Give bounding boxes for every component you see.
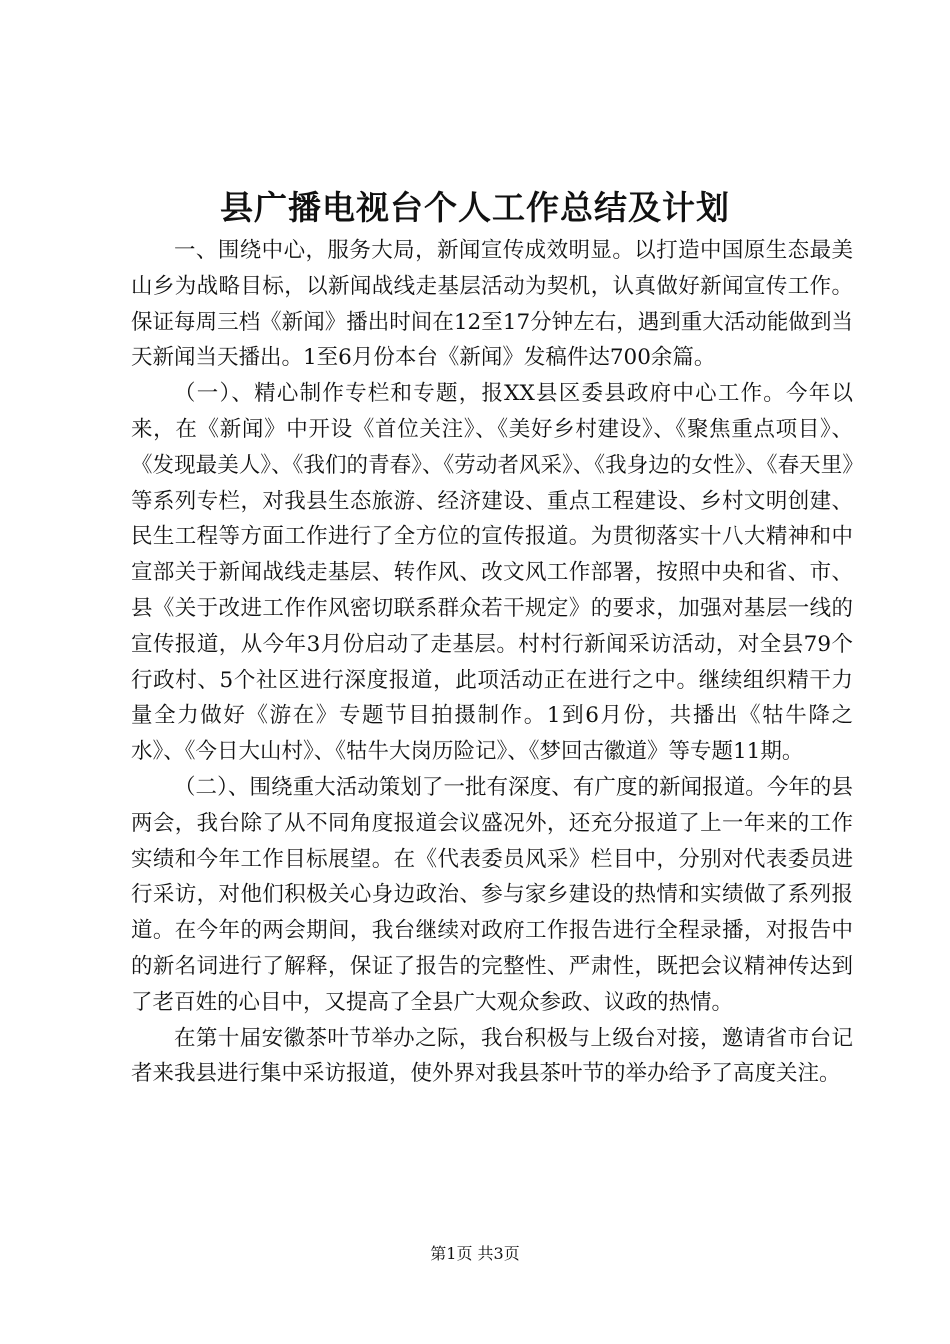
paragraph-3: （二）、围绕重大活动策划了一批有深度、有广度的新闻报道。今年的县两会，我台除了从不同角度报道会议盛况外，还充分报道了上一年来的工作实绩和今年工作目标展望。在《代表委员风采》栏目中，分别对代表委员进行采访，对他们积极关心身边政治、参与家乡建设的热情和实绩做了系列报道。在今年的两会期间，我台继续对政府工作报告进行全程录播，对报告中的新名词进行了解释，保证了报告的完整性、严肃性，既把会议精神传达到了老百姓的心目中，又提高了全县广大观众参政、议政的热情。 bbox=[131, 774, 853, 1015]
document-body bbox=[131, 233, 853, 1092]
paragraph-2: （一）、精心制作专栏和专题，报XX县区委县政府中心工作。今年以来，在《新闻》中开设《首位关注》、《美好乡村建设》、《聚焦重点项目》、《发现最美人》、《我们的青春》、《劳动者风采》、《我身边的女性》、《春天里》等系列专栏，对我县生态旅游、经济建设、重点工程建设、乡村文明创建、民生工程等方面工作进行了全方位的宣传报道。为贯彻落实十八大精神和中宣部关于新闻战线走基层、转作风、改文风工作部署，按照中央和省、市、县《关于改进工作作风密切联系群众若干规定》的要求，加强对基层一线的宣传报道，从今年3月份启动了走基层。村村行新闻采访活动，对全县79个行政村、5个社区进行深度报道，此项活动正在进行之中。继续组织精干力量全力做好《游在》专题节目拍摄制作。1到6月份，共播出《牯牛降之水》、《今日大山村》、《牯牛大岗历险记》、《梦回古徽道》等专题11期。 bbox=[131, 381, 853, 765]
page-number-footer: 第1页 共3页 bbox=[430, 1244, 520, 1263]
document-title: 县广播电视台个人工作总结及计划 bbox=[220, 188, 730, 227]
paragraph-4: 在第十届安徽茶叶节举办之际，我台积极与上级台对接，邀请省市台记者来我县进行集中采访报道，使外界对我县茶叶节的举办给予了高度关注。 bbox=[131, 1025, 853, 1087]
paragraph-1: 一、围绕中心，服务大局，新闻宣传成效明显。以打造中国原生态最美山乡为战略目标，以新闻战线走基层活动为契机，认真做好新闻宣传工作。保证每周三档《新闻》播出时间在12至17分钟左右，遇到重大活动能做到当天新闻当天播出。1至6月份本台《新闻》发稿件达700余篇。 bbox=[131, 238, 853, 371]
